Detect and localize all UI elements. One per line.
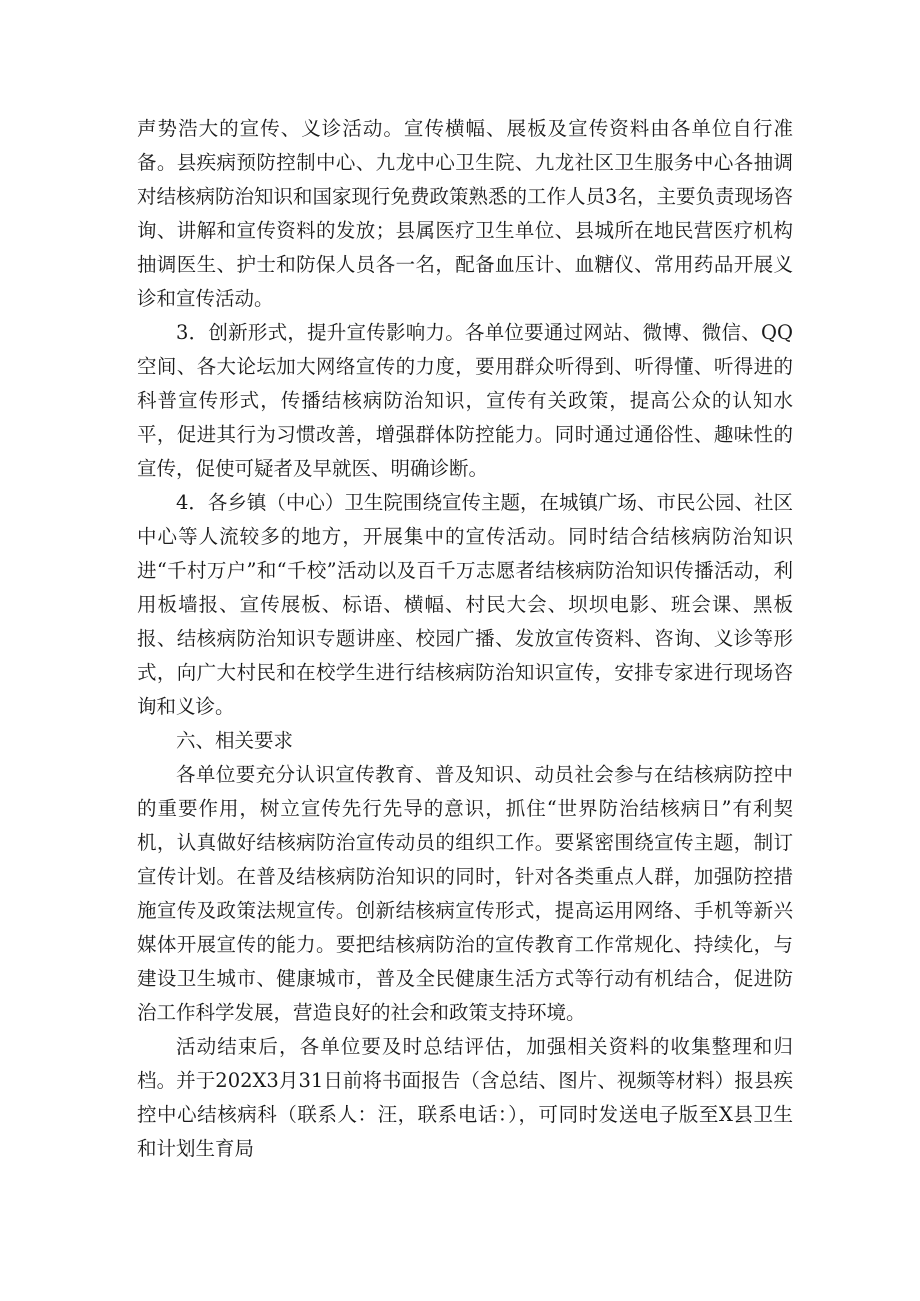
paragraph-item-3: 3．创新形式，提升宣传影响力。各单位要通过网站、微博、微信、QQ空间、各大论坛加大网络宣传的力度，要用群众听得到、听得懂、听得进的科普宣传形式，传播结核病防治知识，宣传有关政策，提高公众的认知水平，促进其行为习惯改善，增强群体防控能力。同时通过通俗性、趣味性的宣传，促使可疑者及早就医、明确诊断。 — [137, 321, 793, 480]
paragraph-requirements: 各单位要充分认识宣传教育、普及知识、动员社会参与在结核病防控中的重要作用，树立宣传先行先导的意识，抓住“世界防治结核病日”有利契机，认真做好结核病防治宣传动员的组织工作。要紧密围绕宣传主题，制订宣传计划。在普及结核病防治知识的同时，针对各类重点人群，加强防控措施宣传及政策法规宣传。创新结核病宣传形式，提高运用网络、手机等新兴媒体开展宣传的能力。要把结核病防治的宣传教育工作常规化、持续化，与建设卫生城市、健康城市，普及全民健康生活方式等行动有机结合，促进防治工作科学发展，营造良好的社会和政策支持环境。 — [137, 763, 793, 1024]
paragraph-continuation: 声势浩大的宣传、义诊活动。宣传横幅、展板及宣传资料由各单位自行准备。县疾病预防控制中心、九龙中心卫生院、九龙社区卫生服务中心各抽调对结核病防治知识和国家现行免费政策熟悉的工作人员3名，主要负责现场咨询、讲解和宣传资料的发放；县属医疗卫生单位、县城所在地民营医疗机构抽调医生、护士和防保人员各一名，配备血压计、血糖仪、常用药品开展义诊和宣传活动。 — [137, 117, 793, 310]
paragraph-item-4: 4．各乡镇（中心）卫生院围绕宣传主题，在城镇广场、市民公园、社区中心等人流较多的地方，开展集中的宣传活动。同时结合结核病防治知识进“千村万户”和“千校”活动以及百千万志愿者结核病防治知识传播活动，利用板墙报、宣传展板、标语、横幅、村民大会、坝坝电影、班会课、黑板报、结核病防治知识专题讲座、校园广播、发放宣传资料、咨询、义诊等形式，向广大村民和在校学生进行结核病防治知识宣传，安排专家进行现场咨询和义诊。 — [137, 491, 793, 718]
section-heading: 六、相关要求 — [176, 729, 294, 752]
paragraph-summary: 活动结束后，各单位要及时总结评估，加强相关资料的收集整理和归档。并于202X3月31日前将书面报告（含总结、图片、视频等材料）报县疾控中心结核病科（联系人：汪，联系电话：），可同时发送电子版至X县卫生和计划生育局 — [137, 1035, 793, 1160]
document-body — [137, 112, 793, 1166]
